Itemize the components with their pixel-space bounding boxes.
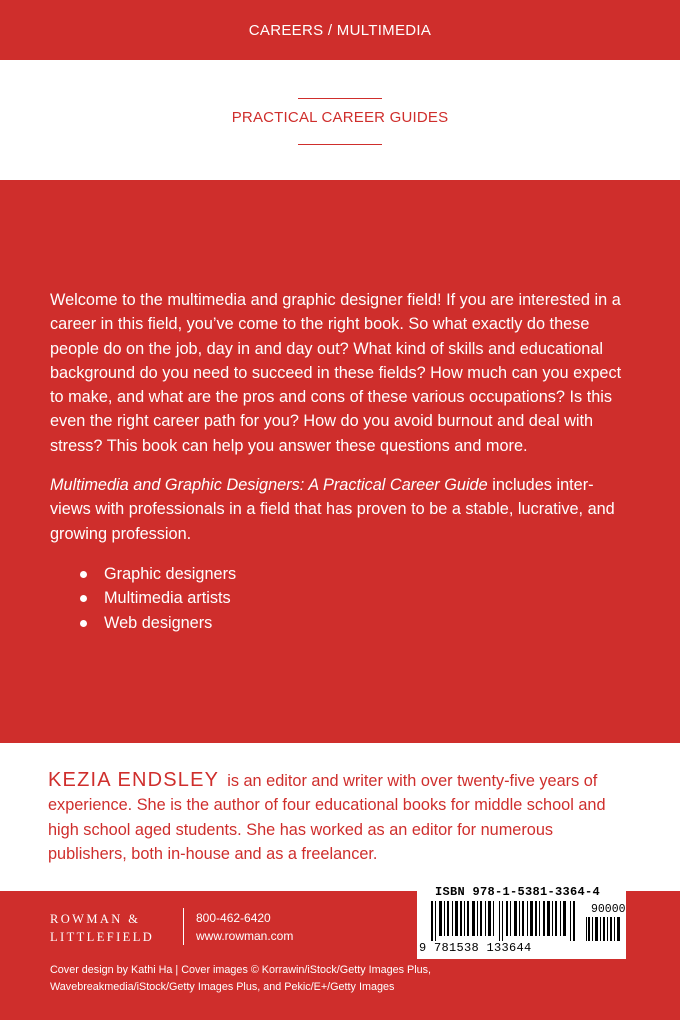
publisher-logo: [50, 910, 154, 946]
summary-paragraph: [50, 473, 630, 546]
category-band: [0, 0, 680, 60]
series-rule-top: [298, 98, 382, 99]
publisher-contact: [196, 909, 293, 945]
list-item: Multimedia artists: [80, 586, 630, 610]
publisher-divider: [183, 908, 184, 945]
list-item: Graphic designers: [80, 562, 630, 586]
summary-text: includes inter-views with professionals in a field that has proven to be a stable, lucrative, and growing profession.: [50, 476, 615, 543]
isbn-label: ISBN 978-1-5381-3364-4: [435, 885, 601, 899]
cover-credits: Cover design by Kathi Ha | Cover images © Korrawin/iStock/Getty Images Plus, Wavebreakmedia/iStock/Getty Images Plus, and Pekic/E+/Getty Images: [50, 964, 432, 993]
book-title: Multimedia and Graphic Designers: A Practical Career Guide: [50, 476, 488, 495]
category-label: CAREERS / MULTIMEDIA: [248, 21, 432, 39]
publisher-phone: 800-462-6420: [196, 911, 271, 925]
publisher-name-line2: LITTLEFIELD: [50, 930, 155, 944]
author-bio-text: is an editor and writer with over twenty-five years of experience. She is the author of four educational books for middle school and high school aged students. She has worked as an editor for numerous publishers, both in-house and as a freelancer.: [48, 772, 606, 863]
book-description: [50, 288, 630, 635]
list-item: Web designers: [80, 611, 630, 635]
barcode-box: [417, 881, 626, 959]
series-rule-bottom: [298, 144, 382, 145]
author-name: KEZIA ENDSLEY: [48, 769, 220, 791]
price-barcode-bars-icon: [585, 917, 623, 941]
series-title: PRACTICAL CAREER GUIDES: [231, 109, 449, 126]
barcode-bars-icon: [429, 901, 579, 941]
occupation-list: [50, 562, 630, 635]
author-bio: [48, 768, 636, 866]
intro-paragraph: Welcome to the multimedia and graphic designer field! If you are interested in a career in this field, you’ve come to the right book. So what exactly do these people do on the job, day in and day out? What kind of skills and educational background do you need to succeed in these fields? How much can you expect to make, and what are the pros and cons of these various occupations? Is this even the right career path for you? How do you avoid burnout and deal with stress? This book can help you answer these questions and more.: [50, 291, 622, 455]
publisher-name-line1: ROWMAN &: [50, 912, 141, 926]
series-band: [0, 60, 680, 180]
price-code: 90000: [591, 903, 626, 916]
author-bio-band: [0, 743, 680, 891]
publisher-website: www.rowman.com: [196, 929, 294, 943]
barcode-digits: 9 781538 133644: [419, 941, 532, 955]
